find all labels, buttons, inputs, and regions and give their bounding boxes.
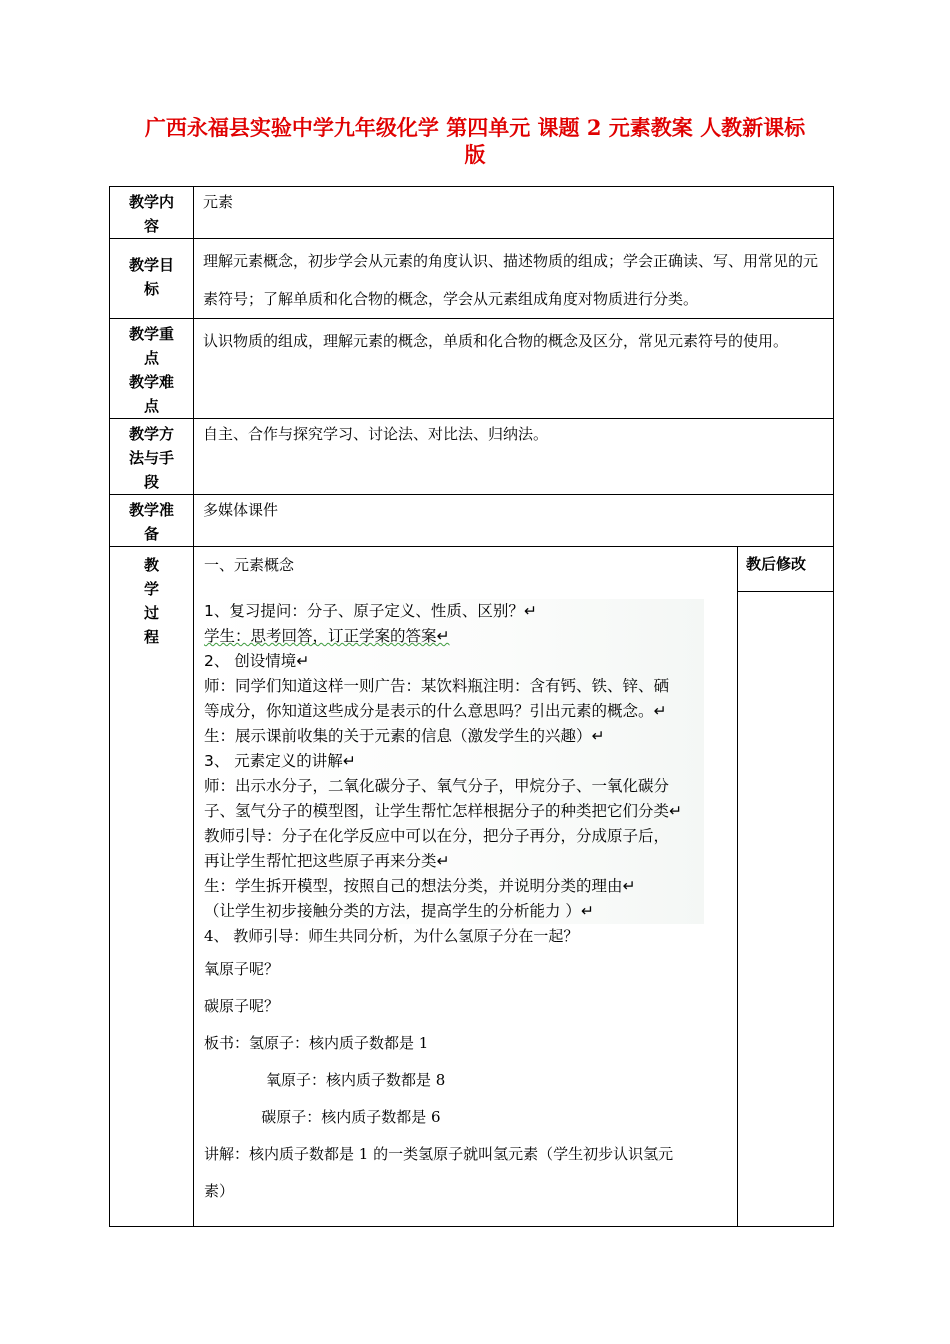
scan-line: （让学生初步接触分类的方法，提高学生的分析能力 ）↵ [204,902,594,920]
row-label: 教学目 标 [110,239,194,319]
text-line: 碳原子呢？ [204,997,280,1015]
row-text: 自主、合作与探究学习、讨论法、对比法、归纳法。 [194,419,834,495]
row-content [110,187,834,239]
process-heading: 一、元素概念 [204,556,295,574]
row-process [110,547,834,1227]
lesson-plan-table [109,186,834,1227]
scan-line: 再让学生帮忙把这些原子再来分类↵ [204,852,450,870]
row-label: 教学方 法与手 段 [110,419,194,495]
scan-line: 师：同学们知道这样一则广告：某饮料瓶注明：含有钙、铁、锌、硒 [204,677,670,695]
text-line: 板书：氢原子：核内质子数都是 1 [204,1034,429,1052]
row-text: 多媒体课件 [194,495,834,547]
scan-line: 师：出示水分子，二氧化碳分子、氧气分子，甲烷分子、一氧化碳分 [204,777,670,795]
row-text: 元素 [194,187,834,239]
text-line: 讲解：核内质子数都是 1 的一类氢原子就叫氢元素（学生初步认识氢元 [204,1145,674,1163]
scan-line: 1、复习提问：分子、原子定义、性质、区别？↵ [204,602,537,620]
text-line: 氧原子：核内质子数都是 8 [204,1071,446,1089]
row-text: 理解元素概念，初步学会从元素的角度认识、描述物质的组成；学会正确读、写、用常见的元素符号；了解单质和化合物的概念，学会从元素组成角度对物质进行分类。 [194,239,834,319]
text-line: 4、 教师引导：师生共同分析，为什么氢原子分在一起？ [204,927,579,945]
scan-line: 生：学生拆开模型，按照自己的想法分类，并说明分类的理由↵ [204,877,636,895]
row-label: 教学内 容 [110,187,194,239]
scanned-image-text [204,599,704,924]
text-line: 素） [204,1182,235,1200]
row-label: 教学准 备 [110,495,194,547]
text-line: 氧原子呢？ [204,960,280,978]
row-preparation [110,495,834,547]
scan-line: 2、 创设情境↵ [204,652,310,670]
row-methods [110,419,834,495]
process-label: 教 学 过 程 [110,547,194,1227]
scan-line: 教师引导：分子在化学反应中可以在分，把分子再分，分成原子后， [204,827,670,845]
process-tail-text [204,921,739,1210]
scan-line: 等成分，你知道这些成分是表示的什么意思吗？引出元素的概念。↵ [204,702,667,720]
scan-line: 学生：思考回答，订正学案的答案↵ [204,627,450,645]
process-content [194,547,738,1227]
scan-line: 生：展示课前收集的关于元素的信息（激发学生的兴趣）↵ [204,727,605,745]
scan-line: 子、氢气分子的模型图，让学生帮忙怎样根据分子的种类把它们分类↵ [204,802,682,820]
text-line: 碳原子：核内质子数都是 6 [204,1108,441,1126]
title-line-1: 广西永福县实验中学九年级化学 第四单元 课题 2 元素教案 人教新课标 [144,115,806,140]
scan-line: 3、 元素定义的讲解↵ [204,752,356,770]
revision-column [738,547,834,1227]
title-line-2: 版 [464,142,486,167]
document-title [110,114,840,168]
row-text: 认识物质的组成，理解元素的概念，单质和化合物的概念及区分，常见元素符号的使用。 [194,319,834,419]
revision-header: 教后修改 [738,547,833,592]
row-label: 教学重 点 教学难 点 [110,319,194,419]
row-key-points [110,319,834,419]
row-objectives [110,239,834,319]
